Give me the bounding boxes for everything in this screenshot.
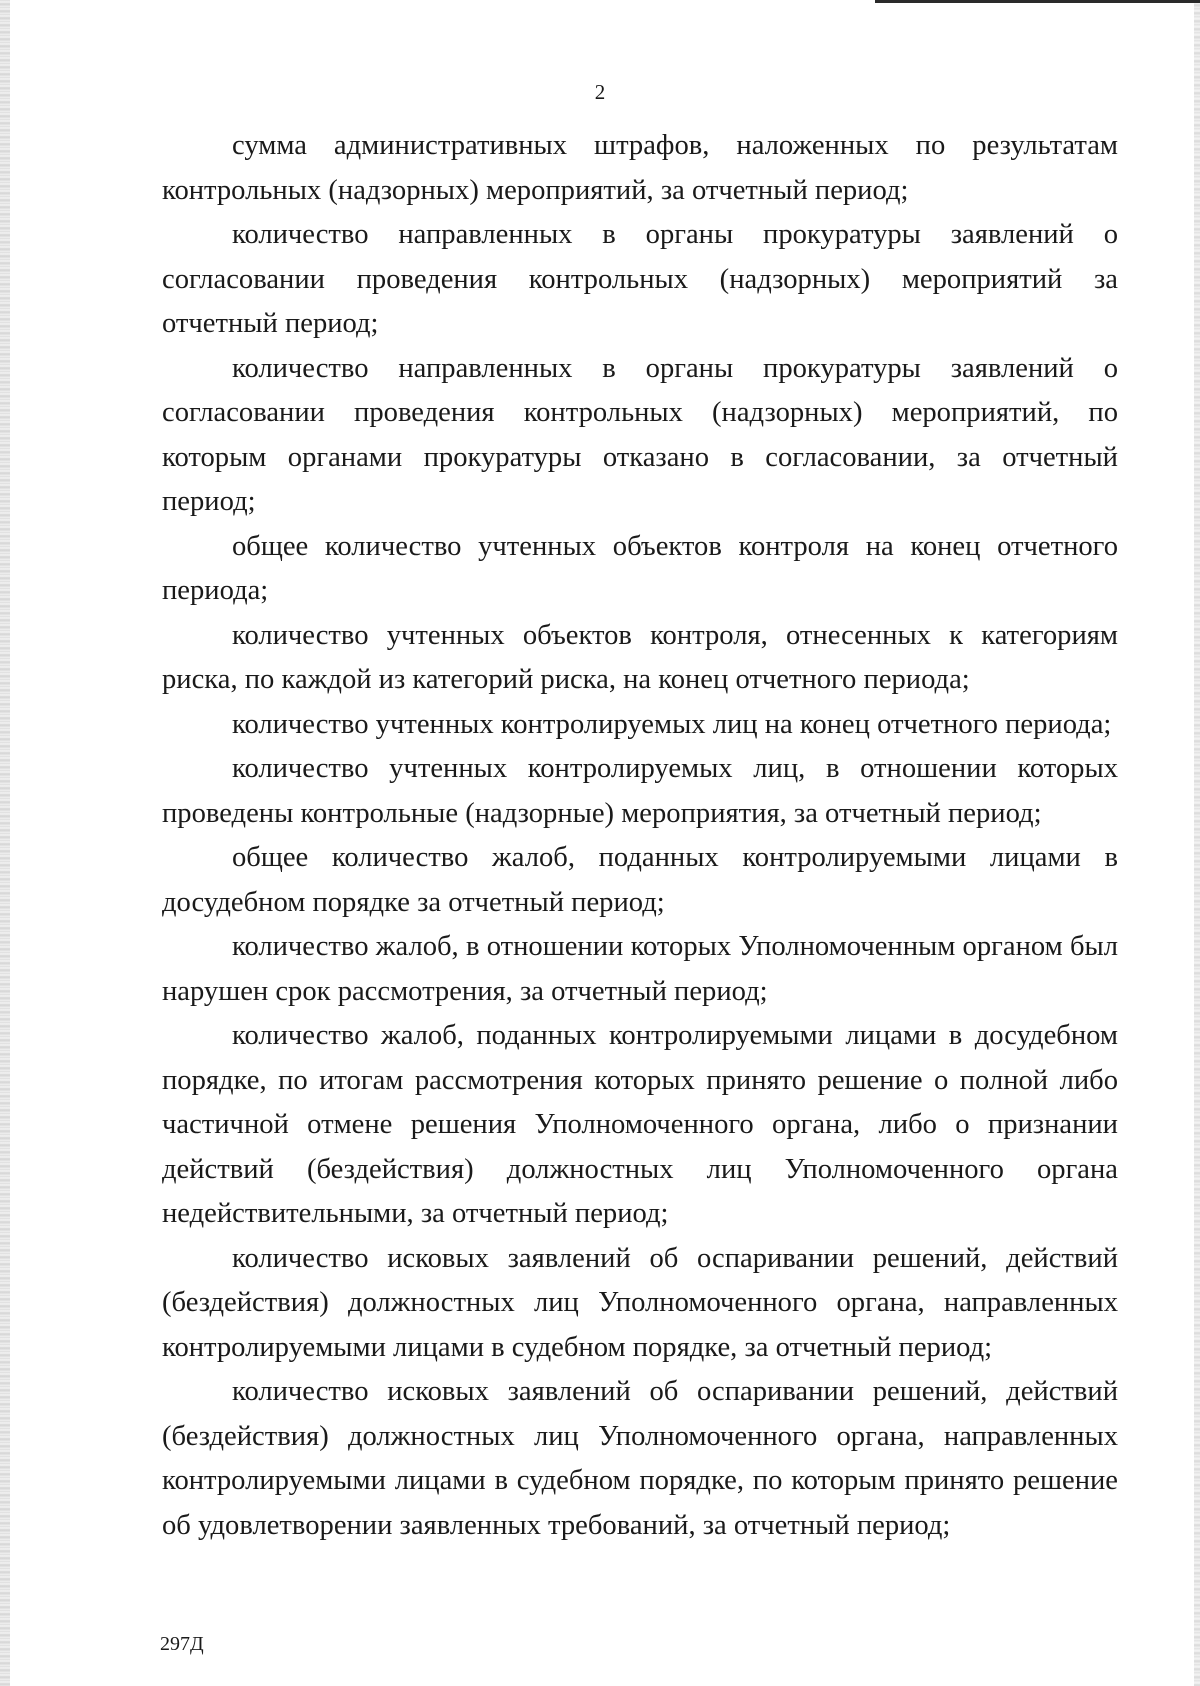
paragraph: количество исковых заявлений об оспаривании решений, действий (бездействия) должностных лиц Уполномоченного органа, направленных контролируемыми лицами в судебном порядке, за отчетный период; [162,1242,1118,1363]
paragraph: количество исковых заявлений об оспаривании решений, действий (бездействия) должностных лиц Уполномоченного органа, направленных контролируемыми лицами в судебном порядке, по которым принято решение об удовлетворении заявленных требований, за отчетный период; [162,1376,1118,1541]
page-number: 2 [594,80,606,104]
paragraph: общее количество жалоб, поданных контролируемыми лицами в досудебном порядке за отчетный период; [162,842,1118,918]
paragraph: количество направленных в органы прокуратуры заявлений о согласовании проведения контрольных (надзорных) мероприятий за отчетный период; [162,219,1118,339]
paragraph: количество учтенных контролируемых лиц на конец отчетного периода; [232,708,1112,740]
scan-top-line [875,0,1200,3]
document-code: 297Д [160,1633,204,1655]
scan-edge-right [1194,0,1200,1686]
paragraph: сумма административных штрафов, наложенных по результатам контрольных (надзорных) мероприятий, за отчетный период; [162,130,1118,206]
paragraph: количество жалоб, поданных контролируемыми лицами в досудебном порядке, по итогам рассмотрения которых принято решение о полной либо частичной отмене решения Уполномоченного органа, либо о признании действий (бездействия) должностных лиц Уполномоченного органа недействительными, за отчетный период; [162,1020,1118,1229]
paragraph: общее количество учтенных объектов контроля на конец отчетного периода; [162,530,1118,606]
scan-edge-left [0,0,10,1686]
paragraph: количество учтенных объектов контроля, отнесенных к категориям риска, по каждой из категорий риска, на конец отчетного периода; [162,619,1118,695]
paragraph: количество учтенных контролируемых лиц, в отношении которых проведены контрольные (надзорные) мероприятия, за отчетный период; [162,753,1118,829]
paragraph: количество жалоб, в отношении которых Уполномоченным органом был нарушен срок рассмотрения, за отчетный период; [162,931,1118,1007]
paragraph: количество направленных в органы прокуратуры заявлений о согласовании проведения контрольных (надзорных) мероприятий, по которым органами прокуратуры отказано в согласовании, за отчетный период; [162,352,1118,517]
document-body [162,124,1118,1548]
